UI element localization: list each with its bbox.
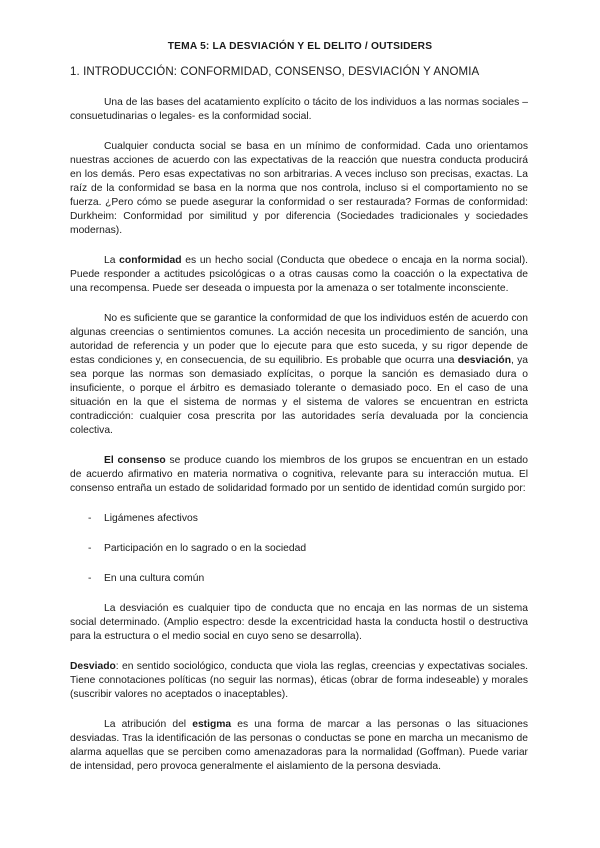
paragraph-3-post: es un hecho social (Conducta que obedece o encaja en la norma social). Puede responder a actitudes psicológicas o a otras causas como la coacción o la expectativa de una recompensa. Puede ser deseada o impuesta por la amenaza o ser totalmente inconsciente. (70, 255, 528, 294)
term-desviado: Desviado (70, 661, 116, 672)
document-title: TEMA 5: LA DESVIACIÓN Y EL DELITO / OUTSIDERS (167, 41, 433, 52)
paragraph-8-post: es una forma de marcar a las personas o las situaciones desviadas. Tras la identificación de las personas o conductas se pone en marcha un mecanismo de alarma aquellas que se perciben como amenazadoras para la normalidad (Goffman). Puede variar de intensidad, pero provoca generalmente el aislamiento de la persona desviada. (70, 719, 528, 772)
paragraph-5 (70, 454, 528, 496)
consensus-list (70, 512, 528, 586)
paragraph-2: Cualquier conducta social se basa en un mínimo de conformidad. Cada uno orientamos nuestras acciones de acuerdo con las expectativas de la reacción que nuestra conducta producirá en los demás. Pero esas expectativas no son arbitrarias. A veces incluso son precisas, exactas. La raíz de la conformidad se basa en la norma que nos controla, incluso si el comportamiento no se fuerza. ¿Pero cómo se puede asegurar la conformidad o ser restaurada? Formas de conformidad: Durkheim: Conformidad por similitud y por diferencia (Sociedades tradicionales y sociedades modernas). (70, 141, 528, 236)
paragraph-7 (70, 660, 528, 702)
paragraph-6: La desviación es cualquier tipo de conducta que no encaja en las normas de un sistema social determinado. (Amplio espectro: desde la excentricidad hasta la conducta hostil o destructiva para la estructura o el medio social en cuyo seno se desarrolla). (70, 603, 528, 642)
list-item-text: Participación en lo sagrado o en la sociedad (104, 543, 307, 554)
list-item (70, 542, 528, 556)
list-item-text: En una cultura común (104, 573, 205, 584)
section-heading: 1. INTRODUCCIÓN: CONFORMIDAD, CONSENSO, DESVIACIÓN Y ANOMIA (70, 66, 480, 78)
paragraph-4 (70, 312, 528, 438)
paragraph-5-post: se produce cuando los miembros de los grupos se encuentran en un estado de acuerdo afirmativo en materia normativa o cognitiva, relevante para su interacción mutua. El consenso entraña un estado de solidaridad formado por un sentido de identidad común surgido por: (70, 455, 529, 494)
paragraph-7-post: : en sentido sociológico, conducta que viola las reglas, creencias y expectativas sociales. Tiene connotaciones políticas (no seguir las normas), éticas (obrar de forma indeseable) y morales (suscribir valores no aceptados o inaceptables). (70, 661, 528, 700)
paragraph-4-post: , ya sea porque las normas son demasiado explícitas, o porque la sanción es demasiado dura o insuficiente, o porque el árbitro es demasiado tolerante o demasiado poco. En el caso de una situación en la que el sistema de normas y el sistema de valores se encuentran en estricta contradicción: cualquier cosa prescrita por las autoridades sería devaluada por la conciencia colectiva. (70, 355, 528, 436)
dash-bullet: - (88, 573, 92, 584)
term-estigma: estigma (192, 719, 232, 730)
term-consenso: El consenso (104, 455, 166, 466)
paragraph-4-pre: No es suficiente que se garantice la conformidad de que los individuos estén de acuerdo con algunas creencias o sentimientos comunes. La acción necesita un procedimiento de sanción, una autoridad de referencia y un poder que lo ejecute para que esto suceda, y su rigor depende de estas condiciones y, en consecuencia, de su equilibrio. Es probable que ocurra una (70, 313, 528, 366)
dash-bullet: - (88, 513, 92, 524)
document-body (70, 96, 528, 774)
paragraph-8 (70, 718, 528, 774)
list-item (70, 512, 528, 526)
term-desviacion: desviación (457, 355, 512, 366)
paragraph-1: Una de las bases del acatamiento explícito o tácito de los individuos a las normas sociales – consuetudinarias o legales- es la conformidad social. (70, 97, 528, 122)
paragraph-3 (70, 254, 528, 296)
list-item-text: Ligámenes afectivos (104, 513, 198, 524)
paragraph-3-pre: La (104, 255, 120, 266)
term-conformidad: conformidad (119, 255, 182, 266)
list-item (70, 572, 528, 586)
dash-bullet: - (88, 543, 92, 554)
paragraph-8-pre: La atribución del (104, 719, 193, 730)
